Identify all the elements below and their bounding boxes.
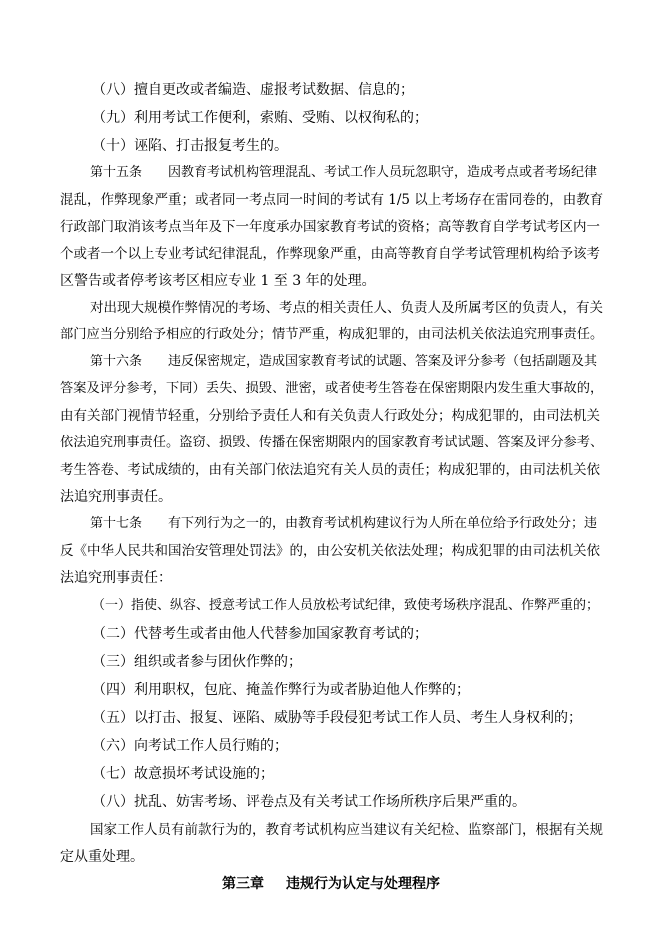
list-item: （八）扰乱、妨害考场、评卷点及有关考试工作场所秩序后果严重的。	[92, 794, 526, 810]
text-line: （九）利用考试工作便利，索贿、受贿、以权徇私的；	[92, 110, 428, 126]
text-line: （十）诬陷、打击报复考生的。	[92, 138, 288, 154]
article-15-heading-line: 第十五条 因教育考试机构管理混乱、考试工作人员玩忽职守，造成考点或者考场纪律	[90, 165, 598, 180]
chapter-title	[0, 874, 662, 894]
text-line: 个或者一个以上专业考试纪律混乱，作弊现象严重，由高等教育自学考试管理机构给予该考	[60, 246, 600, 262]
article-16-heading-line: 第十六条 违反保密规定，造成国家教育考试的试题、答案及评分参考（包括副题及其	[90, 354, 598, 369]
list-item: （二）代替考生或者由他人代替参加国家教育考试的；	[92, 626, 428, 642]
list-item: （三）组织或者参与团伙作弊的；	[92, 654, 302, 670]
text-line: 对出现大规模作弊情况的考场、考点的相关责任人、负责人及所属考区的负责人，有关	[90, 300, 603, 316]
text-line: 法追究刑事责任：	[60, 570, 172, 586]
article-17-heading-line: 第十七条 有下列行为之一的，由教育考试机构建议行为人所在单位给予行政处分；违	[90, 516, 598, 531]
text-line: （八）擅自更改或者编造、虚报考试数据、信息的；	[92, 82, 414, 98]
text-line: 部门应当分别给予相应的行政处分；情节严重，构成犯罪的，由司法机关依法追究刑事责任。	[60, 327, 604, 342]
text-line: 国家工作人员有前款行为的，教育考试机构应当建议有关纪检、监察部门，根据有关规	[90, 822, 603, 838]
text-line: 由有关部门视情节轻重，分别给予责任人和有关负责人行政处分；构成犯罪的，由司法机关	[60, 408, 600, 424]
text-line: 混乱，作弊现象严重；或者同一考点同一时间的考试有 1/5 以上考场存在雷同卷的，由教育	[60, 192, 604, 208]
list-item: （六）向考试工作人员行贿的；	[92, 738, 288, 754]
list-item: （五）以打击、报复、诬陷、威胁等手段侵犯考试工作人员、考生人身权利的；	[92, 710, 582, 726]
text-line: 答案及评分参考，下同）丢失、损毁、泄密，或者使考生答卷在保密期限内发生重大事故的，	[60, 381, 604, 396]
list-item: （一）指使、纵容、授意考试工作人员放松考试纪律，致使考场秩序混乱、作弊严重的；	[92, 598, 600, 613]
text-line: 考生答卷、考试成绩的，由有关部门依法追究有关人员的责任；构成犯罪的，由司法机关依	[60, 462, 600, 478]
text-line: 定从重处理。	[60, 849, 144, 865]
text-line: 法追究刑事责任。	[60, 489, 172, 505]
text-line: 反《中华人民共和国治安管理处罚法》的，由公安机关依法处理；构成犯罪的由司法机关依	[60, 543, 600, 559]
list-item: （七）故意损坏考试设施的；	[92, 766, 274, 782]
text-line: 行政部门取消该考点当年及下一年度承办国家教育考试的资格；高等教育自学考试考区内一	[60, 219, 600, 235]
text-line: 区警告或者停考该考区相应专业 1 至 3 年的处理。	[60, 273, 376, 289]
text-line: 依法追究刑事责任。盗窃、损毁、传播在保密期限内的国家教育考试试题、答案及评分参考、	[60, 435, 604, 450]
list-item: （四）利用职权，包庇、掩盖作弊行为或者胁迫他人作弊的；	[92, 682, 470, 698]
chapter-number: 第三章	[222, 876, 264, 892]
chapter-name: 违规行为认定与处理程序	[286, 876, 440, 892]
